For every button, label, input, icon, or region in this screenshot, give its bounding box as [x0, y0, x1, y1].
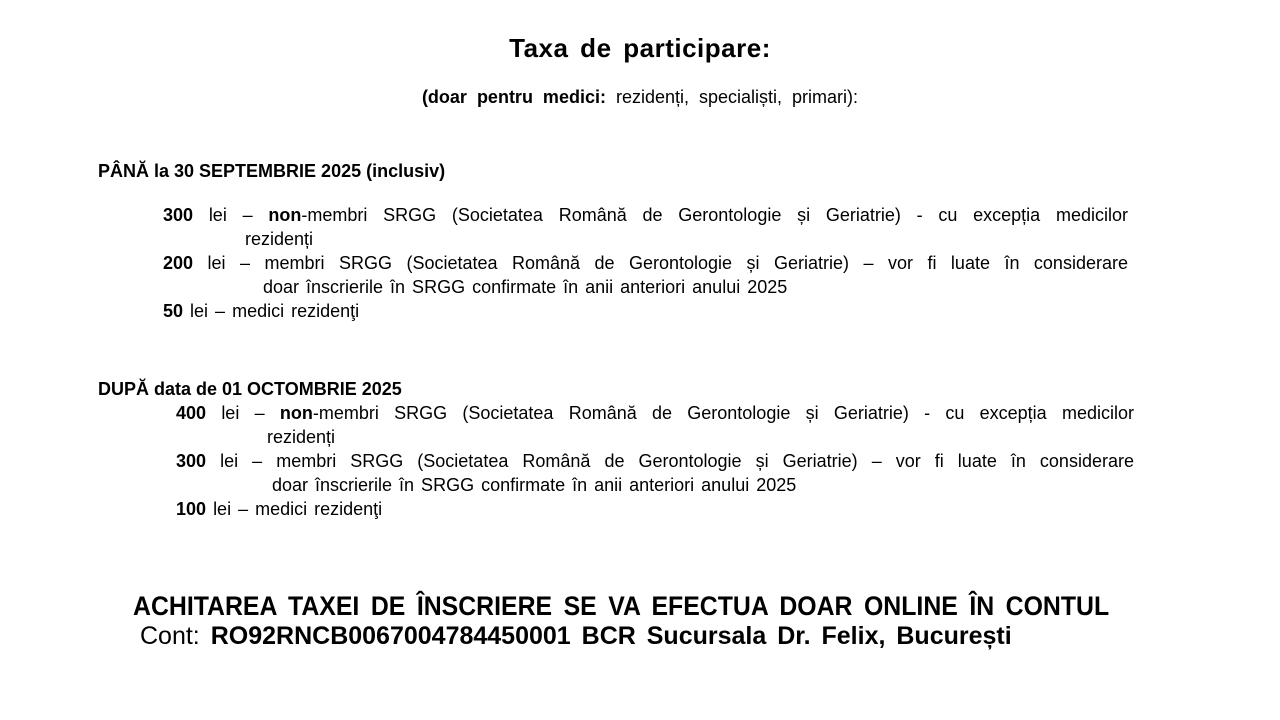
- fee-list-before: [163, 203, 1128, 323]
- fee-item: [163, 251, 1128, 275]
- fee-item: [163, 299, 1128, 323]
- payment-notice: ACHITAREA TAXEI DE ÎNSCRIERE SE VA EFECTUA DOAR ONLINE ÎN CONTUL: [133, 591, 1110, 621]
- deadline-heading-before: PÂNĂ la 30 SEPTEMBRIE 2025 (inclusiv): [98, 161, 446, 181]
- fee-item-continuation: rezidenți: [245, 229, 314, 249]
- fee-unit: lei –: [221, 403, 265, 423]
- account-line: [140, 622, 1012, 651]
- fee-amount: 100: [176, 499, 207, 519]
- fee-text: -membri SRGG (Societatea Română de Gerontologie și Geriatrie) - cu excepția medicilor: [301, 205, 1128, 225]
- fee-text: medici rezidenţi: [232, 301, 360, 321]
- fee-unit: lei –: [190, 301, 226, 321]
- subtitle-rest-text: rezidenți, specialiști, primari):: [615, 87, 859, 107]
- fee-item: [176, 449, 1134, 473]
- fee-item-continuation: doar înscrierile în SRGG confirmate în anii anteriori anului 2025: [272, 475, 797, 495]
- fee-bold-fragment: non: [268, 205, 302, 225]
- fee-text: membri SRGG (Societatea Română de Gerontologie și Geriatrie) – vor fi luate în considerare: [264, 253, 1128, 273]
- fee-amount: 300: [176, 451, 207, 471]
- fee-unit: lei –: [208, 205, 253, 225]
- fee-amount: 300: [163, 205, 194, 225]
- fee-list-after: [176, 401, 1134, 521]
- fee-unit: lei –: [207, 253, 251, 273]
- fee-item: [176, 401, 1134, 425]
- fee-item: [176, 497, 1134, 521]
- account-label: Cont:: [140, 622, 200, 650]
- fee-text: membri SRGG (Societatea Română de Gerontologie și Geriatrie) – vor fi luate în considerare: [276, 451, 1134, 471]
- fee-bold-fragment: non: [279, 403, 313, 423]
- account-number: RO92RNCB0067004784450001 BCR Sucursala Dr. Felix, București: [210, 622, 1012, 650]
- fee-item-continuation: rezidenți: [267, 427, 336, 447]
- fee-unit: lei –: [213, 499, 249, 519]
- fee-amount: 50: [163, 301, 184, 321]
- fee-item: [163, 203, 1128, 227]
- deadline-heading-after: DUPĂ data de 01 OCTOMBRIE 2025: [98, 379, 402, 399]
- fee-text: medici rezidenţi: [255, 499, 383, 519]
- fee-item-continuation: doar înscrierile în SRGG confirmate în anii anteriori anului 2025: [263, 277, 788, 297]
- page-subtitle: [0, 87, 1280, 108]
- fee-unit: lei –: [220, 451, 263, 471]
- fee-text: -membri SRGG (Societatea Română de Gerontologie și Geriatrie) - cu excepția medicilor: [312, 403, 1134, 423]
- subtitle-bold-text: (doar pentru medici:: [421, 87, 606, 107]
- fee-amount: 200: [163, 253, 194, 273]
- page-title: Taxa de participare:: [509, 33, 771, 63]
- fee-amount: 400: [176, 403, 207, 423]
